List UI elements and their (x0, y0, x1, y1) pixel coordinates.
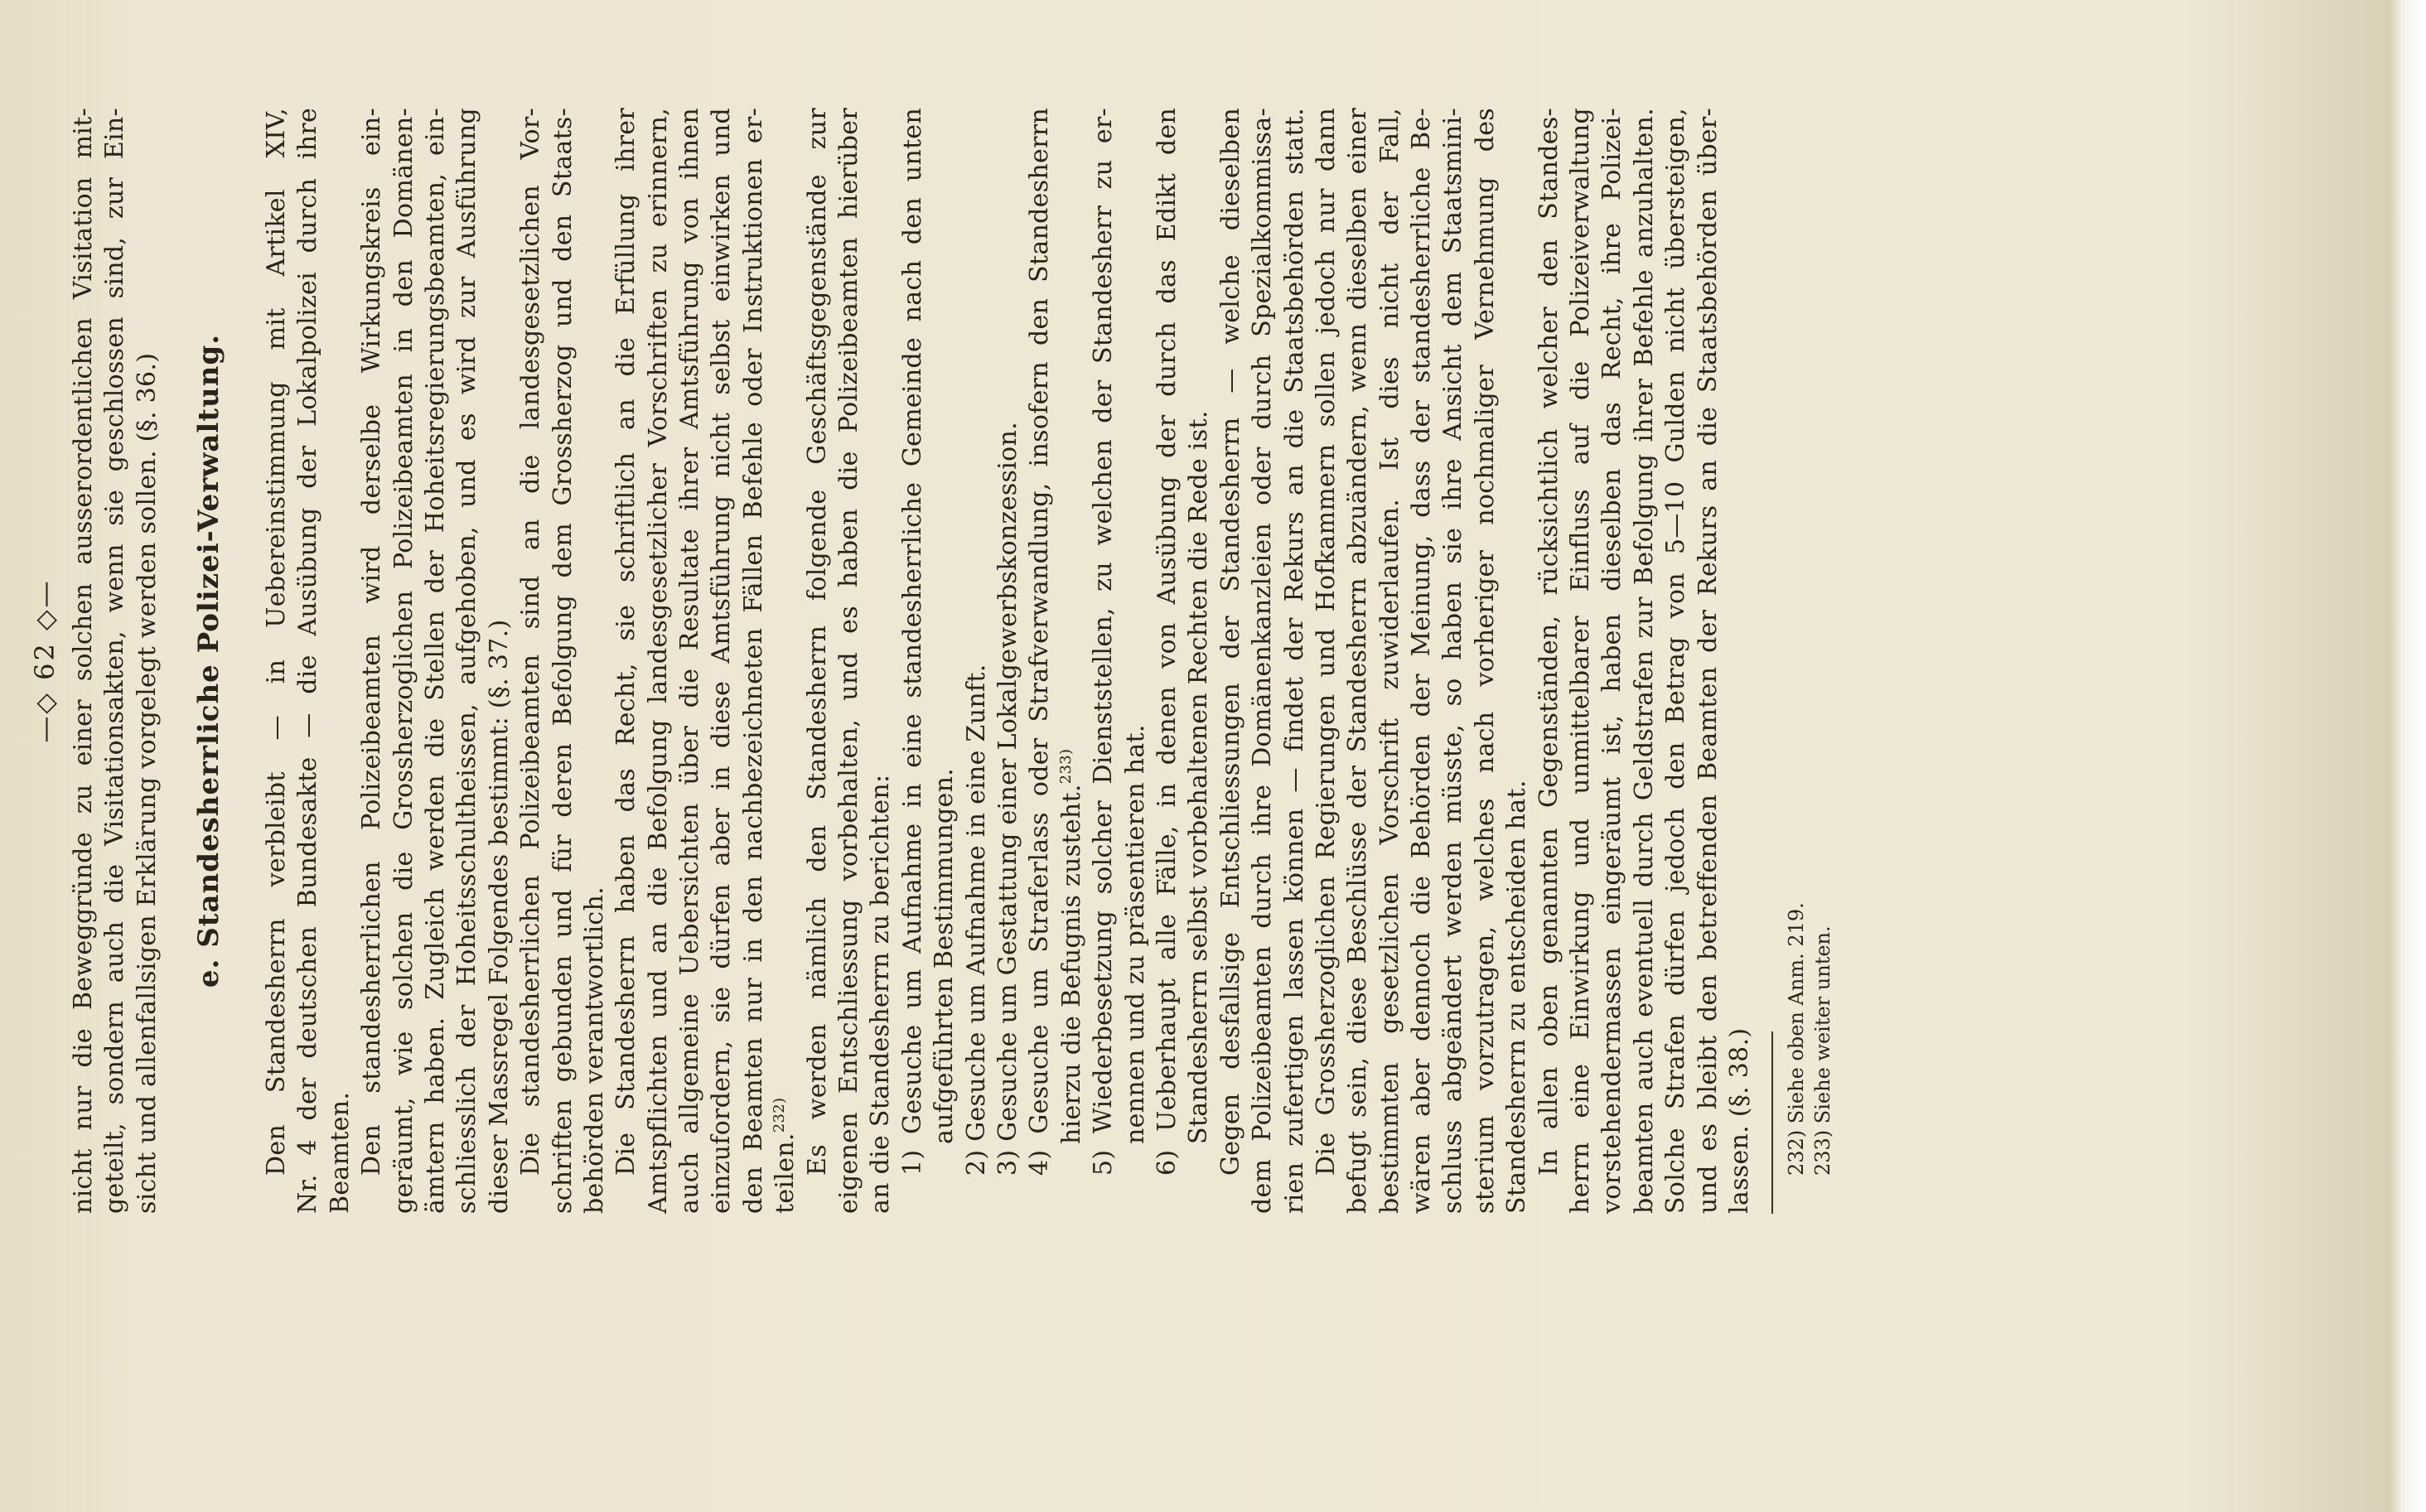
footnote-ref-233: 233) (1056, 748, 1075, 785)
text-line: schliesslich der Hoheitsschultheissen, aufgehoben, und es wird zur Ausführung (452, 108, 482, 1214)
text-line: Beamten. (325, 1091, 355, 1214)
text-line: Standesherrn zu entscheiden hat. (1502, 780, 1532, 1214)
page-number: —◇ 62 ◇— (29, 578, 60, 743)
intro-paragraph (68, 0, 163, 1512)
text-line: dem Polizeibeamten durch ihre Domänenkanzleien oder durch Spezialkommissa- (1248, 108, 1278, 1214)
text-line: Gegen desfallsige Entschliessungen der Standesherrn — welche dieselben (1215, 108, 1245, 1176)
text-line: lassen. (§. 38.) (1724, 1027, 1754, 1214)
text-line: Nr. 4 der deutschen Bundesakte — die Ausübung der Lokalpolizei durch ihre (293, 108, 323, 1214)
list-item: 3) Gesuche um Gestattung einer Lokalgewerbskonzession. (993, 422, 1022, 1176)
text-line: Die Standesherrn haben das Recht, sie schriftlich an die Erfüllung ihrer (611, 108, 641, 1176)
footnote-rule (1771, 1031, 1773, 1214)
text-line: bestimmten gesetzlichen Vorschrift zuwiderlaufen. Ist dies nicht der Fall, (1375, 108, 1404, 1214)
list-item-continuation: Standesherrn selbst vorbehaltenen Rechten die Rede ist. (1184, 410, 1214, 1144)
section-heading: e. Standesherrliche Polizei-Verwaltung. (192, 333, 225, 988)
text-line: nicht nur die Beweggründe zu einer solchen ausserordentlichen Visitation mit- (69, 108, 98, 1214)
text-line-with-footnote (770, 108, 801, 1214)
text-line: eigenen Entschliessung vorbehalten, und es haben die Polizeibeamten hierüber (834, 108, 864, 1214)
text-line: befugt sein, diese Beschlüsse der Standesherrn abzuändern, wenn dieselben einer (1343, 108, 1373, 1214)
text-line: geteilt, sondern auch die Visitationsakten, wenn sie geschlossen sind, zur Ein- (100, 108, 130, 1214)
text-line: wären aber dennoch die Behörden der Meinung, dass der standesherrliche Be- (1407, 108, 1437, 1214)
text-line: Es werden nämlich den Standesherrn folgende Geschäftsgegenstände zur (802, 108, 832, 1176)
text-line: behörden verantwortlich. (579, 886, 609, 1214)
text-line: schriften gebunden und für deren Befolgung dem Grossherzog und den Staats- (548, 108, 578, 1214)
text-line: Die Grossherzoglichen Regierungen und Hofkammern sollen jedoch nur dann (1311, 108, 1341, 1176)
text-line: In allen oben genannten Gegenständen, rücksichtlich welcher den Standes- (1534, 108, 1563, 1176)
text-line: Den Standesherrn verbleibt — in Uebereinstimmung mit Artikel XIV, (262, 108, 291, 1176)
text-line: sicht und allenfallsigen Erklärung vorgelegt werden sollen. (§. 36.) (132, 352, 162, 1214)
text-line: Den standesherrlichen Polizeibeamten wird derselbe Wirkungskreis ein- (357, 108, 387, 1176)
text-line: rien zufertigen lassen können — findet der Rekurs an die Staatsbehörden statt. (1279, 108, 1309, 1214)
text-line: Solche Strafen dürfen jedoch den Betrag von 5—10 Gulden nicht übersteigen, (1661, 108, 1691, 1214)
section-heading-block (184, 0, 234, 1512)
text-line: auch allgemeine Uebersichten über die Resultate ihrer Amtsführung von ihnen (675, 108, 705, 1214)
list-item: 2) Gesuche um Aufnahme in eine Zunft. (961, 664, 991, 1176)
text-line: schluss abgeändert werden müsste, so haben sie ihre Ansicht dem Staatsmini- (1438, 108, 1468, 1214)
text-line: dieser Massregel Folgendes bestimmt: (§. 37.) (484, 619, 514, 1214)
text-line: beamten auch eventuell durch Geldstrafen zur Befolgung ihrer Befehle anzuhalten. (1629, 108, 1659, 1214)
list-item: 5) Wiederbesetzung solcher Dienststellen, zu welchen der Standesherr zu er- (1089, 108, 1119, 1176)
list-item-continuation: aufgeführten Bestimmungen. (930, 767, 959, 1144)
text-fragment: teilen. (771, 1133, 800, 1214)
text-line: einzufordern, sie dürfen aber in diese Amtsführung nicht selbst einwirken und (707, 108, 737, 1214)
footnote-232: 232) Siehe oben Anm. 219. (1785, 902, 1808, 1176)
text-line: und es bleibt den betreffenden Beamten der Rekurs an die Staatsbehörden über- (1693, 108, 1723, 1214)
text-line: vorstehendermassen eingeräumt ist, haben dieselben das Recht, ihre Polizei- (1597, 108, 1627, 1214)
text-line: ämtern haben. Zugleich werden die Stellen der Hoheitsregierungsbeamten, ein- (420, 108, 450, 1214)
list-item: 6) Ueberhaupt alle Fälle, in denen von Ausübung der durch das Edikt den (1152, 108, 1182, 1176)
section-body (261, 0, 1756, 1512)
list-item-continuation-with-footnote (1056, 38, 1088, 1214)
text-line: den Beamten nur in den nachbezeichneten Fällen Befehle oder Instruktionen er- (738, 108, 768, 1214)
text-line: an die Standesherrn zu berichten: (866, 774, 896, 1214)
footnote-233: 233) Siehe weiter unten. (1811, 925, 1834, 1176)
page-header (22, 0, 68, 1512)
text-fragment: hierzu die Befugnis zusteht. (1056, 784, 1086, 1144)
text-line: Die standesherrlichen Polizeibeamten sind an die landesgesetzlichen Vor- (516, 108, 546, 1176)
list-item: 1) Gesuche um Aufnahme in eine standesherrliche Gemeinde nach den unten (897, 108, 927, 1176)
list-item: 4) Gesuche um Straferlass oder Strafverwandlung, insofern den Standesherrn (1025, 108, 1055, 1176)
list-item-continuation: nennen und zu präsentieren hat. (1120, 724, 1150, 1144)
footnotes (1783, 0, 1836, 1512)
text-line: Amtspflichten und an die Befolgung landesgesetzlicher Vorschriften zu erinnern, (643, 108, 673, 1214)
text-line: herrn eine Einwirkung und unmittelbarer Einfluss auf die Polizeiverwaltung (1566, 108, 1596, 1214)
text-line: geräumt, wie solchen die Grossherzoglichen Polizeibeamten in den Domänen- (389, 108, 418, 1214)
footnote-ref-232: 232) (771, 1097, 789, 1133)
text-line: sterium vorzutragen, welches nach vorheriger nochmaliger Vernehmung des (1470, 108, 1500, 1214)
